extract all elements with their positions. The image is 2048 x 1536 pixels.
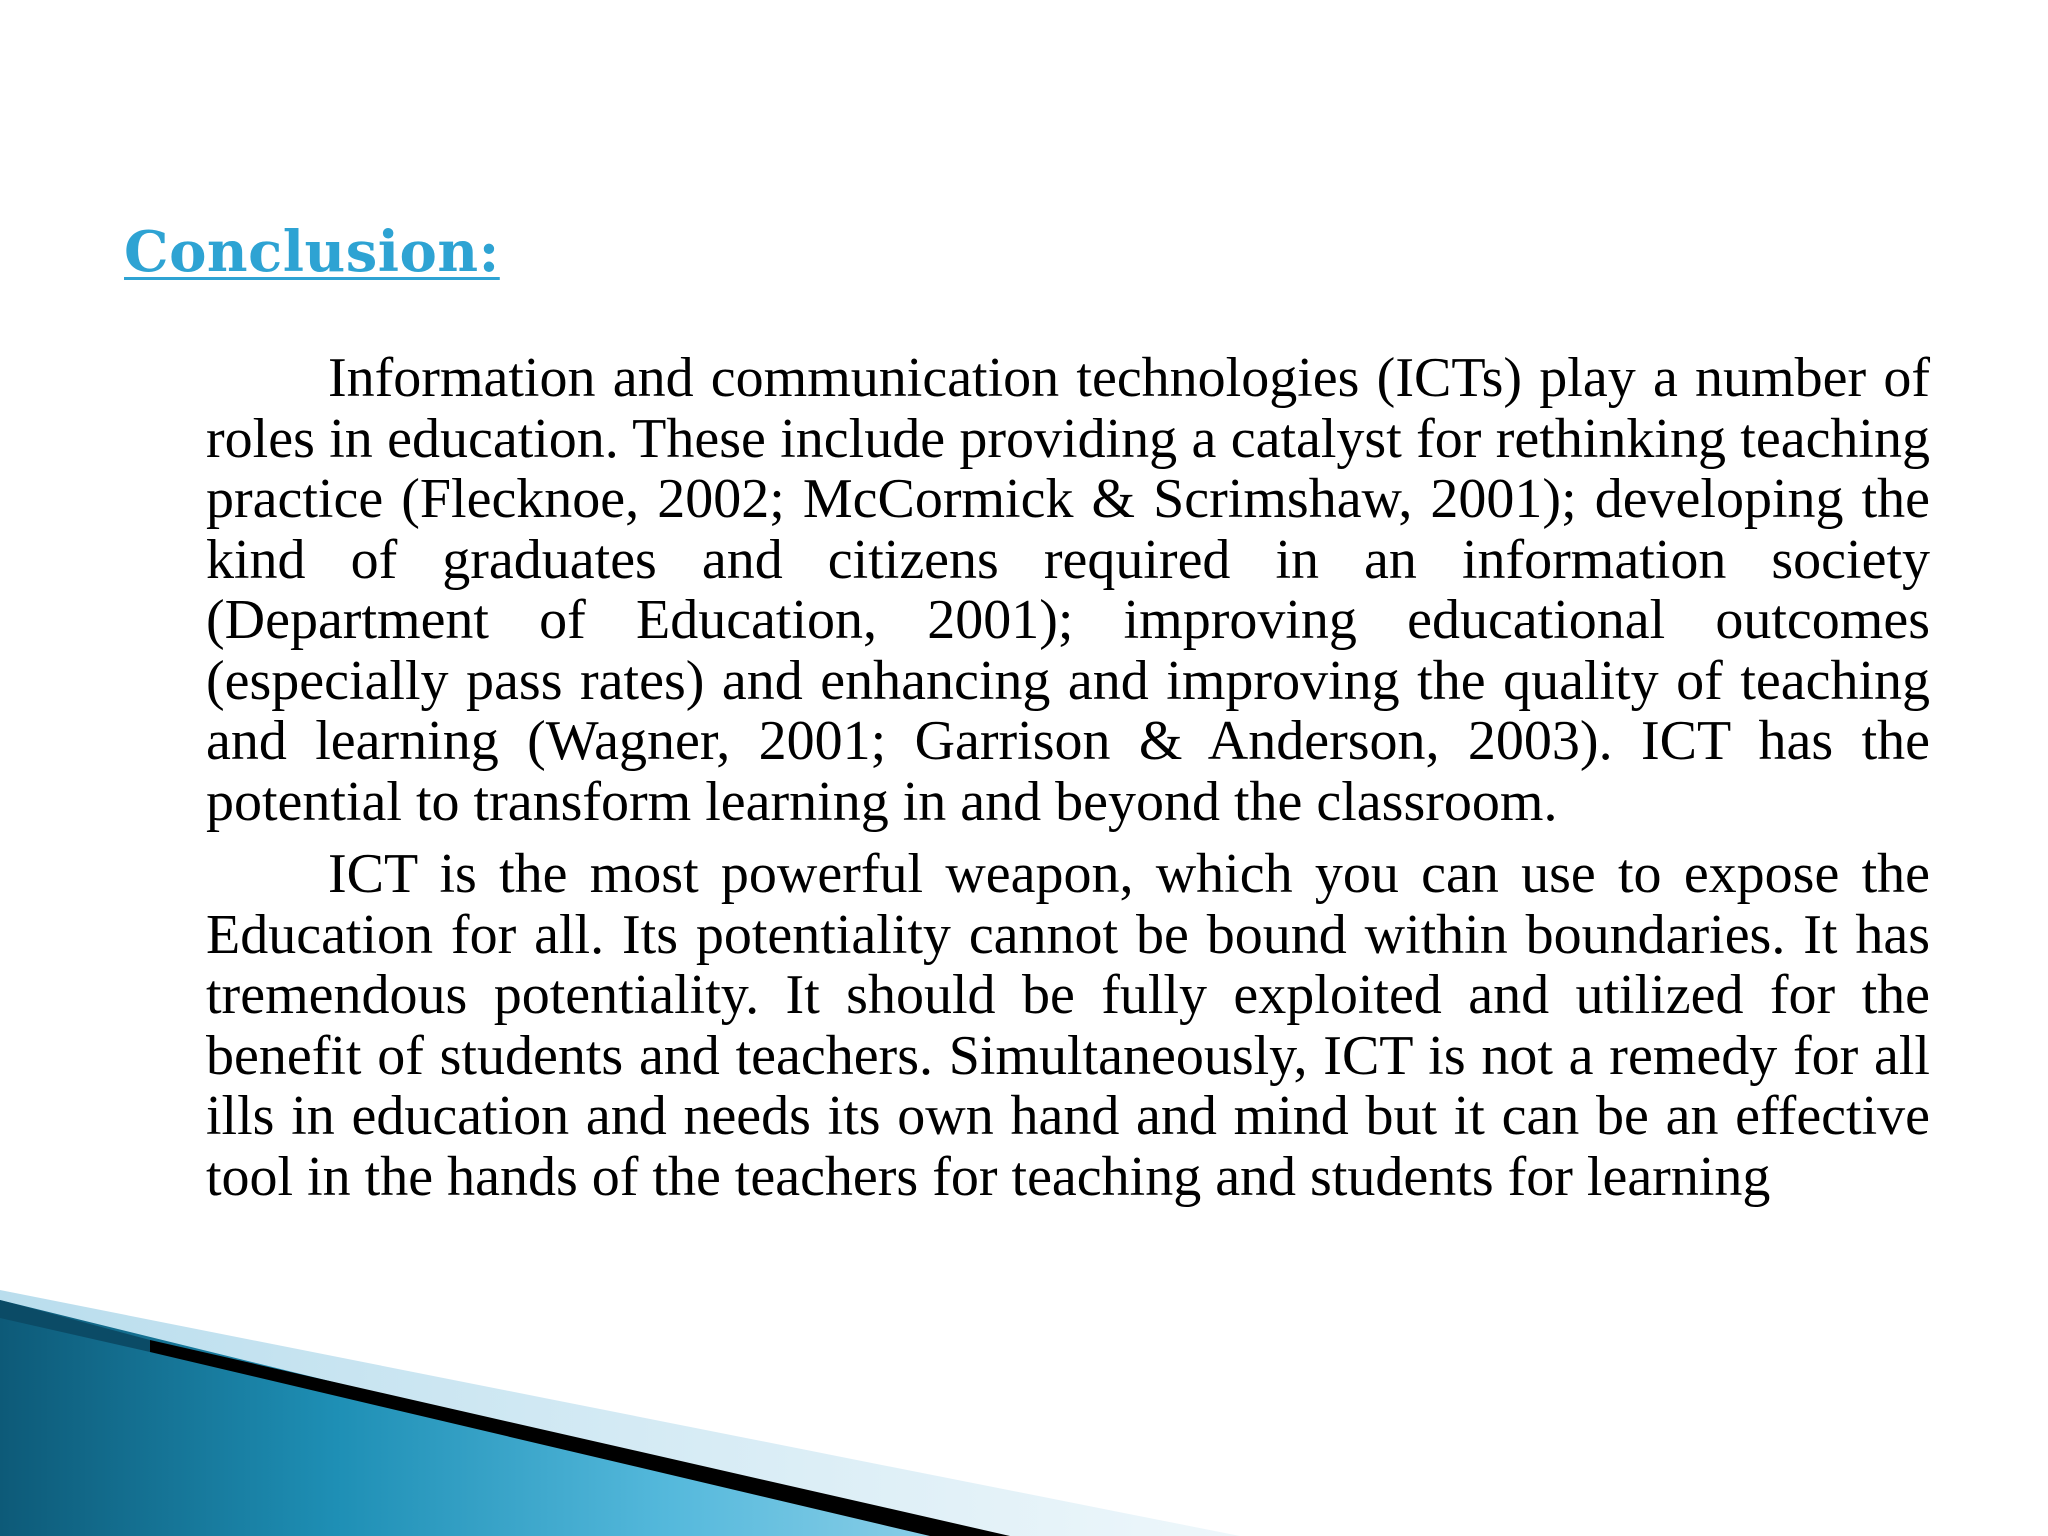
conclusion-body xyxy=(206,348,1930,1207)
slide-title: Conclusion: xyxy=(124,219,500,285)
paragraph-ict-weapon: ICT is the most powerful weapon, which you can use to expose the Education for all. Its potentiality cannot be bound within boundaries. It has tremendous potentiality. It should be fully exploited and utilized for the benefit of students and teachers. Simultaneously, ICT is not a remedy for all ills in education and needs its own hand and mind but it can be an effective tool in the hands of the teachers for teaching and students for learning xyxy=(206,843,1930,1208)
paragraph-ict-roles: Information and communication technologies (ICTs) play a number of roles in education. These include providing a catalyst for rethinking teaching practice (Flecknoe, 2002; McCormick & Scrimshaw, 2001); developing the kind of graduates and citizens required in an information society (Department of Education, 2001); improving educational outcomes (especially pass rates) and enhancing and improving the quality of teaching and learning (Wagner, 2001; Garrison & Anderson, 2003). ICT has the potential to transform learning in and beyond the classroom. xyxy=(206,347,1930,833)
